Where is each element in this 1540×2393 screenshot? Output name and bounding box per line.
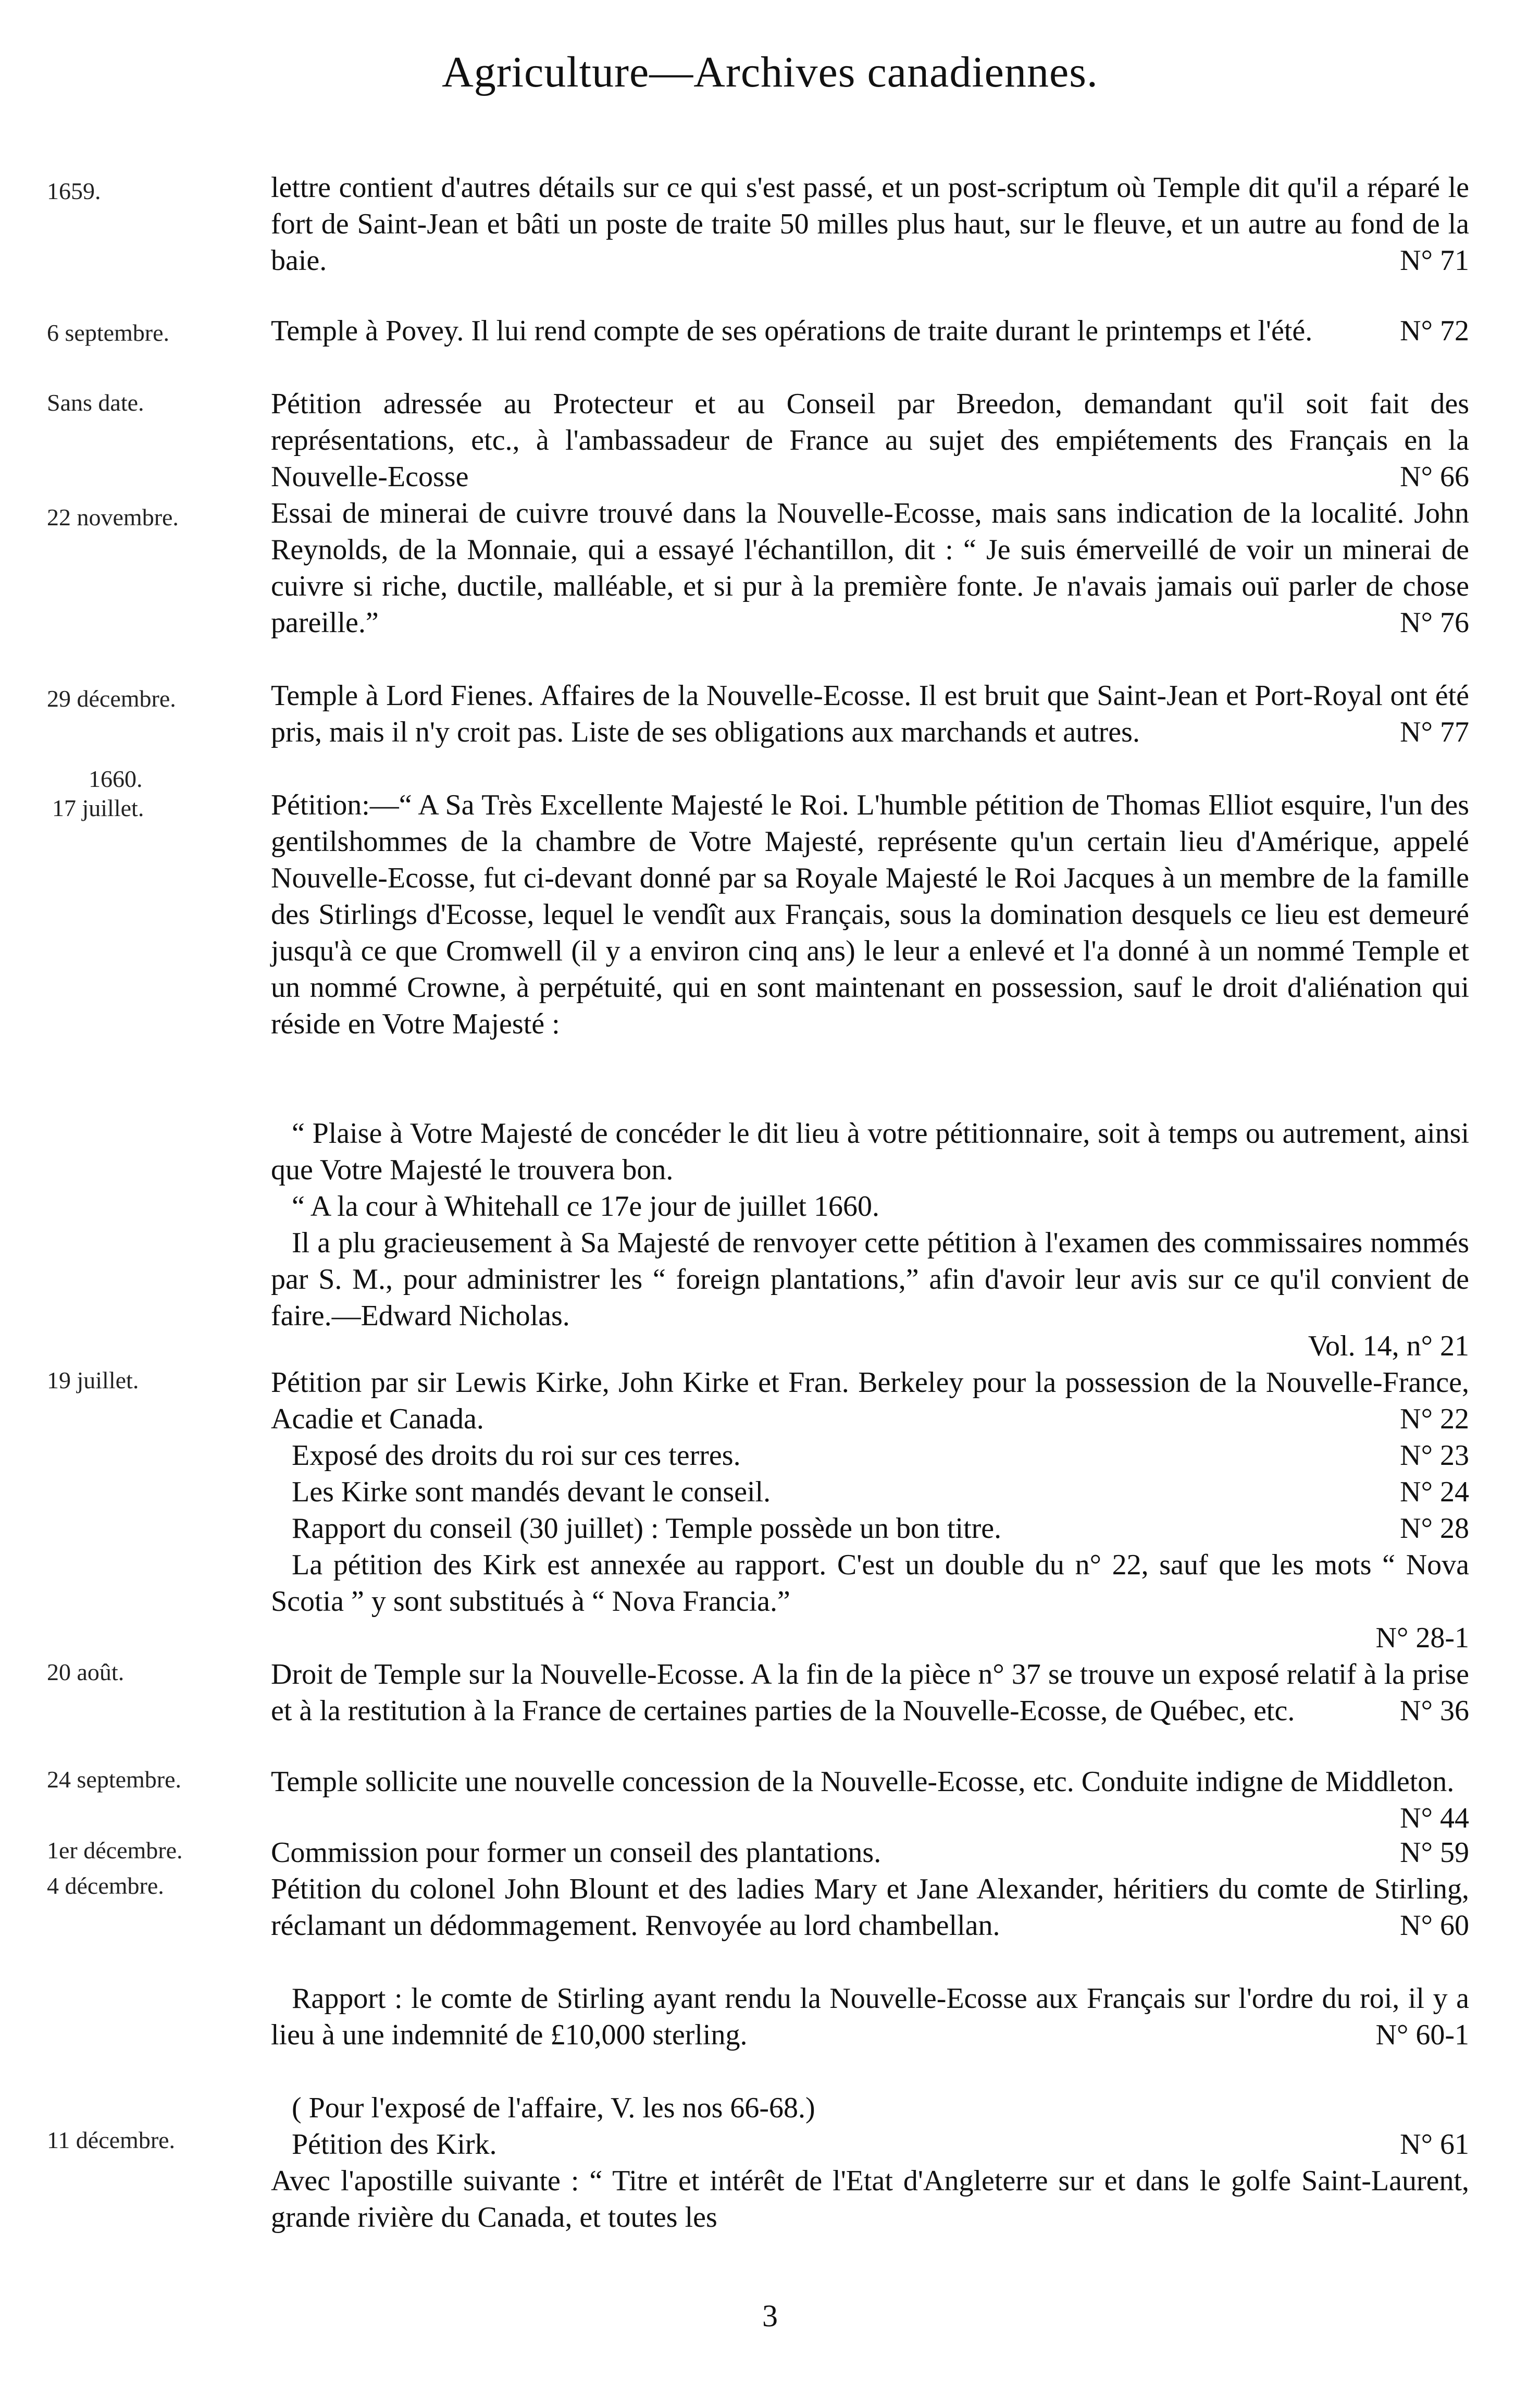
entry: Essai de minerai de cuivre trouvé dans la Nouvelle-Ecosse, mais sans indication de la localité. John Reynolds, de la Monnaie, qui a essayé l'échantillon, dit : “ Je suis émerveillé de voir un minerai de cuivre si riche, ductile, malléable, et si pur à la première fonte. Je n'avais jamais ouï parler de chose pareille.” N° 76 [271, 497, 1469, 639]
margin-year: 1660. [89, 766, 143, 792]
margin-date: Sans date. [47, 389, 144, 416]
margin-date: 11 décembre. [47, 2127, 176, 2153]
entry: Pétition adressée au Protecteur et au Conseil par Breedon, demandant qu'il soit fait des représentations, etc., à l'ambassadeur de France au sujet des empiétements des Français en la Nouvelle-Ecosse N° 66 [271, 388, 1469, 493]
margin-date: 24 septembre. [47, 1766, 182, 1793]
entry: Commission pour former un conseil des plantations. N° 59 [271, 1836, 1469, 1869]
entry: Les Kirke sont mandés devant le conseil. N° 24 [292, 1476, 1469, 1508]
entry: Rapport : le comte de Stirling ayant rendu la Nouvelle-Ecosse aux Français sur l'ordre du roi, il y a lieu à une indemnité de £10,000 sterling. N° 60-1 [271, 1982, 1469, 2051]
entry: La pétition des Kirk est annexée au rapport. C'est un double du n° 22, sauf que les mots “ Nova Scotia ” y sont substitués à “ Nova Francia.” [271, 1549, 1469, 1618]
entry-ref: Vol. 14, n° 21 [1308, 1330, 1469, 1362]
margin-date: 22 novembre. [47, 504, 179, 531]
margin-date: 4 décembre. [47, 1872, 164, 1899]
margin-date: 19 juillet. [47, 1367, 139, 1393]
margin-date: 1er décembre. [47, 1837, 183, 1864]
entry: Pétition:—“ A Sa Très Excellente Majesté le Roi. L'humble pétition de Thomas Elliot esquire, l'un des gentilshommes de la chambre de Votre Majesté, représente qu'un certain lieu d'Amérique, appelé Nouvelle-Ecosse, fut ci-devant donné par sa Royale Majesté le Roi Jacques à un membre de la famille des Stirlings d'Ecosse, lequel le vendît aux Français, sous la domination desquels ce lieu est demeuré jusqu'à ce que Cromwell (il y a environ cinq ans) le leur a enlevé et l'a donné à un nommé Temple et un nommé Crowne, à perpétuité, qui en sont maintenant en possession, sauf le droit d'aliénation qui réside en Votre Majesté : [271, 789, 1469, 1040]
entry: lettre contient d'autres détails sur ce qui s'est passé, et un post-scriptum où Temple dit qu'il a réparé le fort de Saint-Jean et bâti un poste de traite 50 milles plus haut, sur le fleuve, et un autre au fond de la baie. N° 71 [271, 171, 1469, 277]
entry: “ A la cour à Whitehall ce 17e jour de juillet 1660. [292, 1190, 879, 1223]
margin-date: 20 août. [47, 1659, 125, 1685]
entry: ( Pour l'exposé de l'affaire, V. les nos 66-68.) [292, 2092, 815, 2124]
entry: Exposé des droits du roi sur ces terres. N° 23 [292, 1439, 1469, 1472]
entry: Il a plu gracieusement à Sa Majesté de renvoyer cette pétition à l'examen des commissaires nommés par S. M., pour administrer les “ foreign plantations,” afin d'avoir leur avis sur ce qu'il convient de faire.—Edward Nicholas. [271, 1227, 1469, 1332]
page-number: 3 [762, 2299, 778, 2333]
entry: Rapport du conseil (30 juillet) : Temple possède un bon titre. N° 28 [292, 1512, 1469, 1545]
entry: Droit de Temple sur la Nouvelle-Ecosse. A la fin de la pièce n° 37 se trouve un exposé relatif à la prise et à la restitution à la France de certaines parties de la Nouvelle-Ecosse, de Québec, etc. N° 36 [271, 1658, 1469, 1727]
entry: Avec l'apostille suivante : “ Titre et intérêt de l'Etat d'Angleterre sur et dans le golfe Saint-Laurent, grande rivière du Canada, et toutes les [271, 2165, 1469, 2234]
entry: “ Plaise à Votre Majesté de concéder le dit lieu à votre pétitionnaire, soit à temps ou autrement, ainsi que Votre Majesté le trouvera bon. [271, 1117, 1469, 1186]
page-header: Agriculture—Archives canadiennes. [442, 48, 1098, 96]
entry-ref: N° 28-1 [1375, 1622, 1469, 1654]
entry: Pétition par sir Lewis Kirke, John Kirke et Fran. Berkeley pour la possession de la Nouvelle-France, Acadie et Canada. N° 22 [271, 1366, 1469, 1435]
entry: Pétition des Kirk. N° 61 [292, 2128, 1469, 2161]
margin-date: 17 juillet. [52, 795, 144, 821]
margin-year: 1659. [47, 178, 101, 204]
entry: Temple à Lord Fienes. Affaires de la Nouvelle-Ecosse. Il est bruit que Saint-Jean et Port-Royal ont été pris, mais il n'y croit pas. Liste de ses obligations aux marchands et autres. N° 77 [271, 680, 1469, 748]
entry: Pétition du colonel John Blount et des ladies Mary et Jane Alexander, héritiers du comte de Stirling, réclamant un dédommagement. Renvoyée au lord chambellan. N° 60 [271, 1873, 1469, 1942]
entry: Temple à Povey. Il lui rend compte de ses opérations de traite durant le printemps et l'été. N° 72 [271, 315, 1469, 347]
entry: Temple sollicite une nouvelle concession de la Nouvelle-Ecosse, etc. Conduite indigne de Middleton. N° 44 [271, 1766, 1469, 1834]
margin-date: 6 septembre. [47, 319, 170, 346]
margin-date: 29 décembre. [47, 685, 176, 712]
